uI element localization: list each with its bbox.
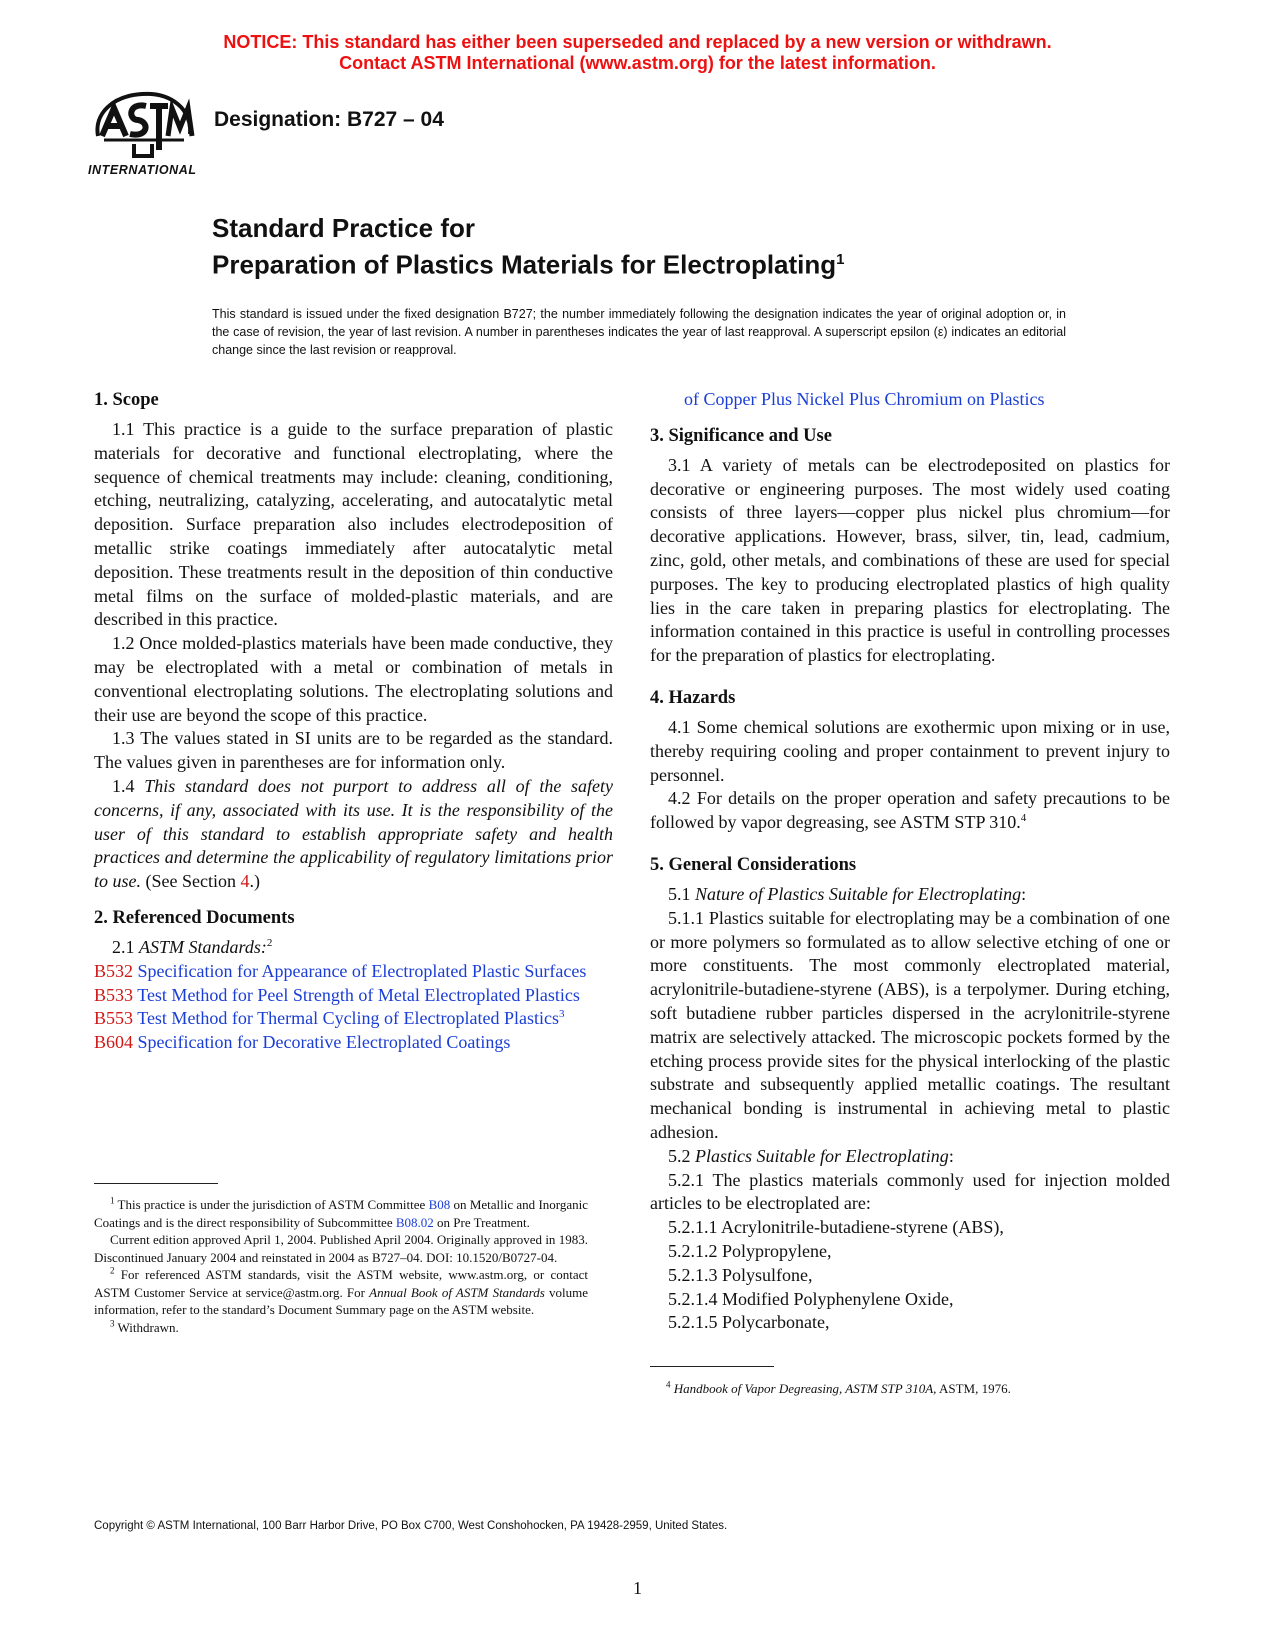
footnotes-right [650, 1380, 1170, 1398]
section-heading-hazards: 4. Hazards [650, 687, 736, 708]
footnote-2: $^2$ For referenced ASTM standards, visit the ASTM website, www.astm.org, or contact ASTM Customer Service at service@astm.org. For Annual Book of ASTM Standards volume information, refer to the standard’s Document Summary page on the ASTM website. [94, 1265, 589, 1317]
page-title [212, 212, 845, 281]
paragraph-1-3: 1.3 The values stated in SI units are to be regarded as the standard. The values given in parentheses are for information only. [94, 728, 613, 773]
left-column [94, 388, 613, 1055]
subsection-5-2: 5.2 Plastics Suitable for Electroplating: [668, 1145, 954, 1166]
list-item: 5.2.1.3 Polysulfone, [668, 1264, 813, 1285]
paragraph-1-1: 1.1 This practice is a guide to the surface preparation of plastic materials for decorative and functional electroplating, where the sequence of chemical treatments may include: cleaning, conditioning, etching, neutralizing, catalyzing, accelerating, and autocatalytic metal deposition. Surface preparation also includes electrodeposition of metallic strike coatings immediately after autocatalytic metal deposition. These treatments result in the deposition of thin conductive metal films on the surface of molded-plastic materials, and are described in this practice. [94, 419, 613, 630]
footnote-divider-left [94, 1183, 218, 1184]
section-4-link[interactable]: 4 [240, 871, 250, 892]
list-item: 5.2.1.4 Modified Polyphenylene Oxide, [668, 1288, 954, 1309]
right-column [650, 388, 1170, 1335]
paragraph-4-1: 4.1 Some chemical solutions are exothermic upon mixing or in use, thereby requiring cooling and proper containment to prevent injury to personnel. [650, 716, 1170, 785]
committee-b08-link[interactable]: B08 [428, 1197, 451, 1212]
title-line-2: Preparation of Plastics Materials for Electroplating [212, 249, 837, 280]
reference-b604-continued[interactable]: of Copper Plus Nickel Plus Chromium on Plastics [684, 389, 1045, 409]
paragraph-4-2: 4.2 For details on the proper operation and safety precautions to be followed by vapor degreasing, see ASTM STP 310.$^4$ [650, 788, 1170, 833]
paragraph-3-1: 3.1 A variety of metals can be electrodeposited on plastics for decorative or engineering purposes. The most widely used coating consists of three layers—copper plus nickel plus chromium—for decorative applications. However, brass, silver, tin, lead, cadmium, zinc, gold, other metals, and combinations of these are used for special purposes. The key to producing electroplated plastics of high quality lies in the care taken in preparing plastics for electroplating. The information contained in this practice is useful in controlling processes for the preparation of plastics for electroplating. [650, 454, 1170, 666]
list-item: 5.2.1.2 Polypropylene, [668, 1240, 832, 1261]
issuance-statement: This standard is issued under the fixed designation B727; the number immediately following the designation indicates the year of original adoption or, in the case of revision, the year of last revision. A number in parentheses indicates the year of last reapproval. A superscript epsilon (ε) indicates an editorial change since the last revision or reapproval. [212, 307, 1066, 357]
subsection-2-1: 2.1 ASTM Standards:$^2$ [112, 936, 273, 957]
paragraph-5-1-1: 5.1.1 Plastics suitable for electroplating may be a combination of one or more polymers so formulated as to allow selective etching of one or more constituents. The most commonly electroplated material, acrylonitrile-butadiene-styrene (ABS), is a terpolymer. During etching, soft butadiene rubber particles dispersed in the acrylonitrile-styrene matrix are selectively attacked. The microscopic pockets formed by the etching process provide sites for the physical interlocking of the plastic substrate and subsequently applied metallic coatings. The resultant mechanical bonding is instrumental in achieving metal to plastic adhesion. [650, 907, 1170, 1142]
reference-b604[interactable]: B604 Specification for Decorative Electroplated Coatings [94, 1032, 511, 1053]
subsection-5-1: 5.1 Nature of Plastics Suitable for Electroplating: [668, 883, 1027, 904]
title-footnote-ref: 1 [836, 251, 845, 268]
notice-line-1: NOTICE: This standard has either been superseded and replaced by a new version or withdrawn. [223, 32, 1052, 52]
withdrawal-notice [0, 32, 1275, 74]
footnotes-left [94, 1196, 588, 1336]
paragraph-1-2: 1.2 Once molded-plastics materials have been made conductive, they may be electroplated with a metal or combination of metals in conventional electroplating solutions. The electroplating solutions and their use are beyond the scope of this practice. [94, 633, 613, 725]
footnote-1: $^1$ This practice is under the jurisdiction of ASTM Committee B08 on Metallic and Inorganic Coatings and is the direct responsibility of Subcommittee B08.02 on Pre Treatment. [94, 1195, 589, 1230]
list-item: 5.2.1.1 Acrylonitrile-butadiene-styrene (ABS), [668, 1217, 1004, 1238]
reference-b532[interactable]: B532 Specification for Appearance of Electroplated Plastic Surfaces [94, 960, 587, 981]
copyright-line: Copyright © ASTM International, 100 Barr Harbor Drive, PO Box C700, West Conshohocken, PA 19428-2959, United States. [94, 1520, 728, 1532]
list-item: 5.2.1.5 Polycarbonate, [668, 1312, 830, 1333]
footnote-4: $^4$ Handbook of Vapor Degreasing, ASTM STP 310A, ASTM, 1976. [666, 1379, 1011, 1396]
footnote-3: $^3$ Withdrawn. [110, 1318, 179, 1335]
logo-text: INTERNATIONAL [88, 163, 196, 177]
title-line-1: Standard Practice for [212, 213, 475, 243]
section-heading-general-considerations: 5. General Considerations [650, 854, 857, 875]
astm-international-logo [88, 88, 198, 180]
subcommittee-b08-02-link[interactable]: B08.02 [395, 1214, 434, 1230]
section-heading-referenced-documents: 2. Referenced Documents [94, 907, 295, 928]
reference-b553[interactable]: B553 Test Method for Thermal Cycling of Electroplated Plastics$^3$ [94, 1008, 565, 1029]
notice-line-2: Contact ASTM International (www.astm.org) for the latest information. [339, 53, 936, 73]
page-number: 1 [633, 1578, 642, 1598]
section-heading-scope: 1. Scope [94, 390, 159, 410]
footnote-divider-right [650, 1366, 774, 1367]
paragraph-1-4: 1.4 This standard does not purport to address all of the safety concerns, if any, associated with its use. It is the responsibility of the user of this standard to establish appropriate safety and health practices and determine the applicability of regulatory limitations prior to use. (See Section 4.) [94, 775, 614, 892]
designation: Designation: B727 – 04 [214, 108, 444, 131]
reference-b533[interactable]: B533 Test Method for Peel Strength of Metal Electroplated Plastics [94, 984, 580, 1005]
footnote-1-edition: Current edition approved April 1, 2004. Published April 2004. Originally approved in 1983. Discontinued January 2004 and reinstated in 2004 as B727–04. DOI: 10.1520/B0727-04. [94, 1232, 588, 1265]
section-heading-significance: 3. Significance and Use [650, 425, 832, 446]
paragraph-5-2-1: 5.2.1 The plastics materials commonly used for injection molded articles to be electroplated are: [650, 1169, 1170, 1214]
